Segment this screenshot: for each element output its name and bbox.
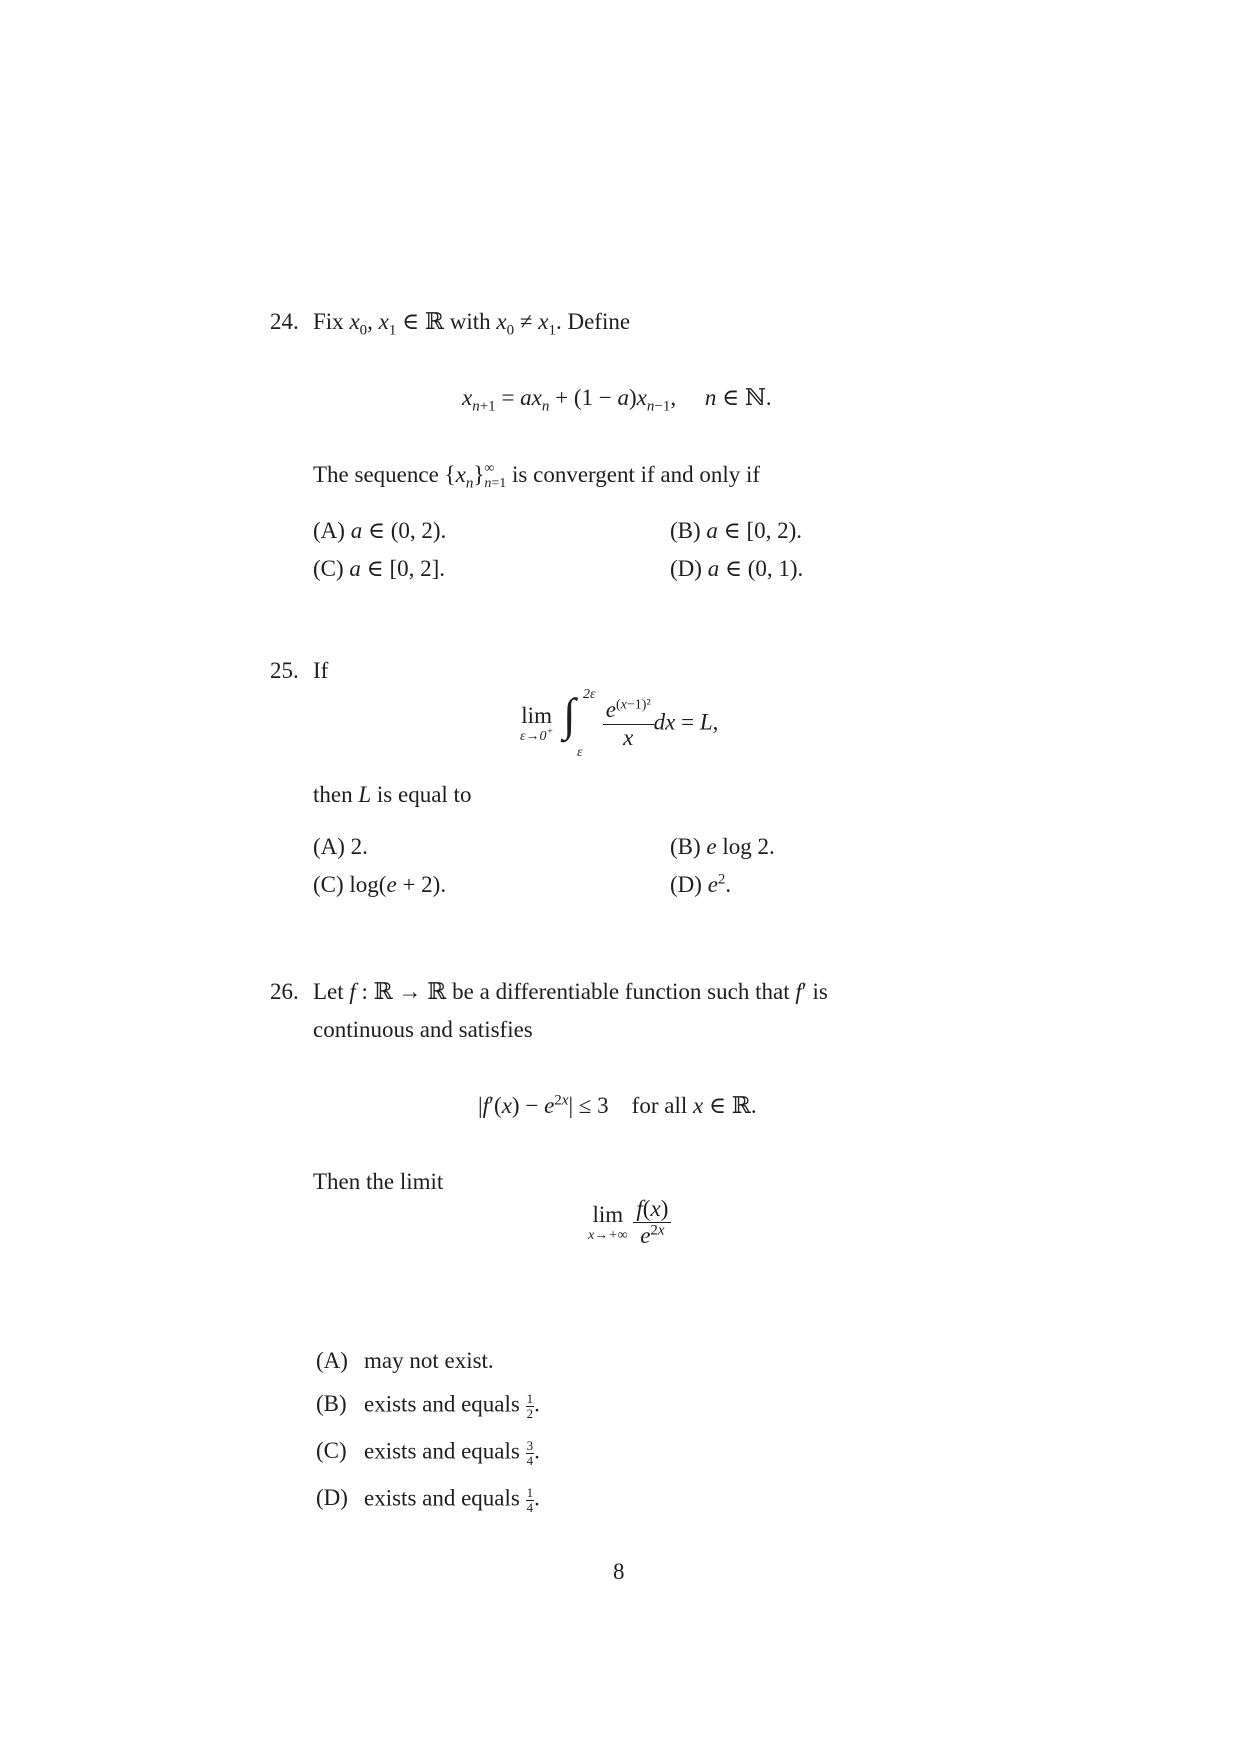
option-d[interactable]: (D) a ∈ (0, 1).: [670, 556, 804, 581]
question-line-2: continuous and satisfies: [313, 1017, 533, 1042]
option-b[interactable]: (B) e log 2.: [670, 834, 775, 859]
limit-formula: lim x→+∞ $\frac{f(x)}{e^{2x}}$: [588, 1196, 671, 1250]
question-number: 26.: [270, 979, 299, 1004]
option-d[interactable]: (D) $e^2$.: [670, 871, 732, 897]
fraction: $\frac{1}{4}$: [526, 1485, 534, 1515]
option-b[interactable]: (B) exists and equals $\frac{1}{2}$ .: [316, 1391, 540, 1421]
question-intro: Fix $x_0$, $x_1$ ∈ ℝ with $x_0 \ne x_1$. Define: [313, 309, 631, 339]
option-a[interactable]: (A) a ∈ (0, 2).: [313, 518, 447, 543]
question-statement: Then the limit: [313, 1169, 444, 1194]
option-a[interactable]: (A) may not exist.: [316, 1348, 494, 1373]
question-intro: If: [313, 658, 329, 683]
option-a[interactable]: (A) 2.: [313, 834, 368, 859]
limit-integral-formula: lim ε→0+ ∫ 2ε ε $\frac{e^{(x-1)^2}}{x}$ dx = L,: [520, 687, 719, 760]
option-c[interactable]: (C) a ∈ [0, 2].: [313, 556, 446, 581]
option-d[interactable]: (D) exists and equals $\frac{1}{4}$ .: [316, 1485, 540, 1515]
option-c[interactable]: (C) exists and equals $\frac{3}{4}$ .: [316, 1438, 540, 1468]
question-line-1: Let f : ℝ → ℝ be a differentiable function such that f′ is: [313, 979, 828, 1004]
recurrence-formula: $x_{n+1} = ax_n + (1 - a)x_{n-1}$, n ∈ ℕ.: [462, 385, 772, 415]
option-b[interactable]: (B) a ∈ [0, 2).: [670, 518, 803, 543]
question-number: 24.: [270, 309, 299, 334]
question-number: 25.: [270, 658, 299, 683]
page-number: 8: [613, 1559, 625, 1584]
option-c[interactable]: (C) log(e + 2).: [313, 872, 447, 897]
inequality-formula: $|f'(x) - e^{2x}| \le 3$ for all x ∈ ℝ.: [478, 1092, 757, 1118]
fraction: $\frac{3}{4}$: [526, 1438, 534, 1468]
question-statement: The sequence $\{x_n\}$ ∞ n=1 is convergent if and only if: [313, 461, 761, 492]
fraction: $\frac{1}{2}$: [526, 1391, 534, 1421]
question-statement: then L is equal to: [313, 782, 472, 807]
